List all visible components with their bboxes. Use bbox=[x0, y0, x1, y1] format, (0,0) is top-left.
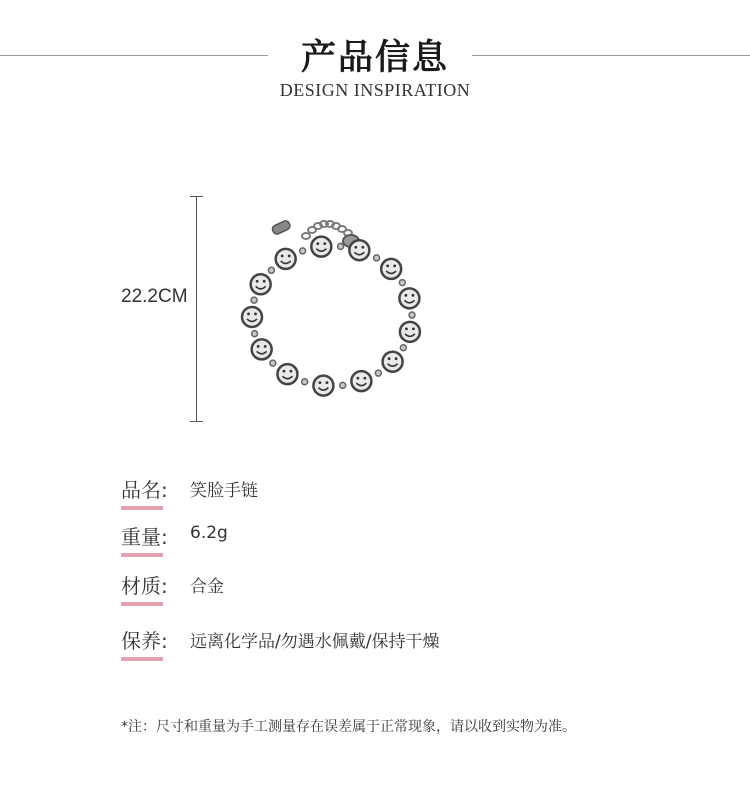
footnote: *注：尺寸和重量为手工测量存在误差属于正常现象，请以收到实物为准。 bbox=[121, 719, 576, 735]
spec-value: 笑脸手链 bbox=[190, 481, 258, 501]
smiley-charm bbox=[276, 249, 296, 269]
smiley-charm bbox=[399, 288, 419, 308]
dimension-label: 22.2CM bbox=[121, 286, 188, 307]
chain-bead bbox=[409, 312, 415, 318]
spec-label: 保养: bbox=[121, 629, 168, 653]
spec-value: 6.2g bbox=[190, 523, 228, 543]
chain-bead bbox=[268, 267, 274, 273]
clasp-tag bbox=[271, 220, 291, 236]
spec-value: 远离化学品/勿遇水佩戴/保持干燥 bbox=[190, 632, 440, 652]
smiley-charm bbox=[311, 237, 331, 257]
chain-bead bbox=[251, 297, 257, 303]
smiley-charm bbox=[349, 240, 369, 260]
chain-bead bbox=[340, 382, 346, 388]
dimension-line bbox=[196, 196, 197, 422]
chain-bead bbox=[252, 331, 258, 337]
chain-bead bbox=[375, 370, 381, 376]
spec-underline bbox=[121, 553, 163, 557]
page-title: 产品信息 bbox=[300, 38, 449, 78]
smiley-charm bbox=[351, 371, 371, 391]
smiley-charm bbox=[381, 259, 401, 279]
spec-underline bbox=[121, 657, 163, 661]
spec-underline bbox=[121, 602, 163, 606]
dimension-cap-top bbox=[190, 196, 203, 197]
dimension-cap-bottom bbox=[190, 421, 203, 422]
smiley-charm bbox=[383, 352, 403, 372]
chain-bead bbox=[302, 379, 308, 385]
spec-label: 重量: bbox=[121, 525, 168, 549]
smiley-charm bbox=[277, 364, 297, 384]
spec-label: 材质: bbox=[121, 574, 168, 598]
chain-bead bbox=[374, 255, 380, 261]
spec-value: 合金 bbox=[190, 577, 224, 597]
smiley-charms bbox=[242, 237, 420, 396]
chain-bead bbox=[400, 345, 406, 351]
smiley-charm bbox=[242, 307, 262, 327]
spec-label: 品名: bbox=[121, 478, 168, 502]
chain-bead bbox=[399, 280, 405, 286]
smiley-charm bbox=[251, 274, 271, 294]
chain-bead bbox=[338, 243, 344, 249]
bracelet-image bbox=[232, 196, 442, 406]
chain-bead bbox=[300, 248, 306, 254]
smiley-charm bbox=[313, 376, 333, 396]
smiley-charm bbox=[400, 322, 420, 342]
chain-bead bbox=[270, 360, 276, 366]
spec-underline bbox=[121, 506, 163, 510]
smiley-charm bbox=[252, 339, 272, 359]
page-subtitle: DESIGN INSPIRATION bbox=[279, 80, 471, 100]
